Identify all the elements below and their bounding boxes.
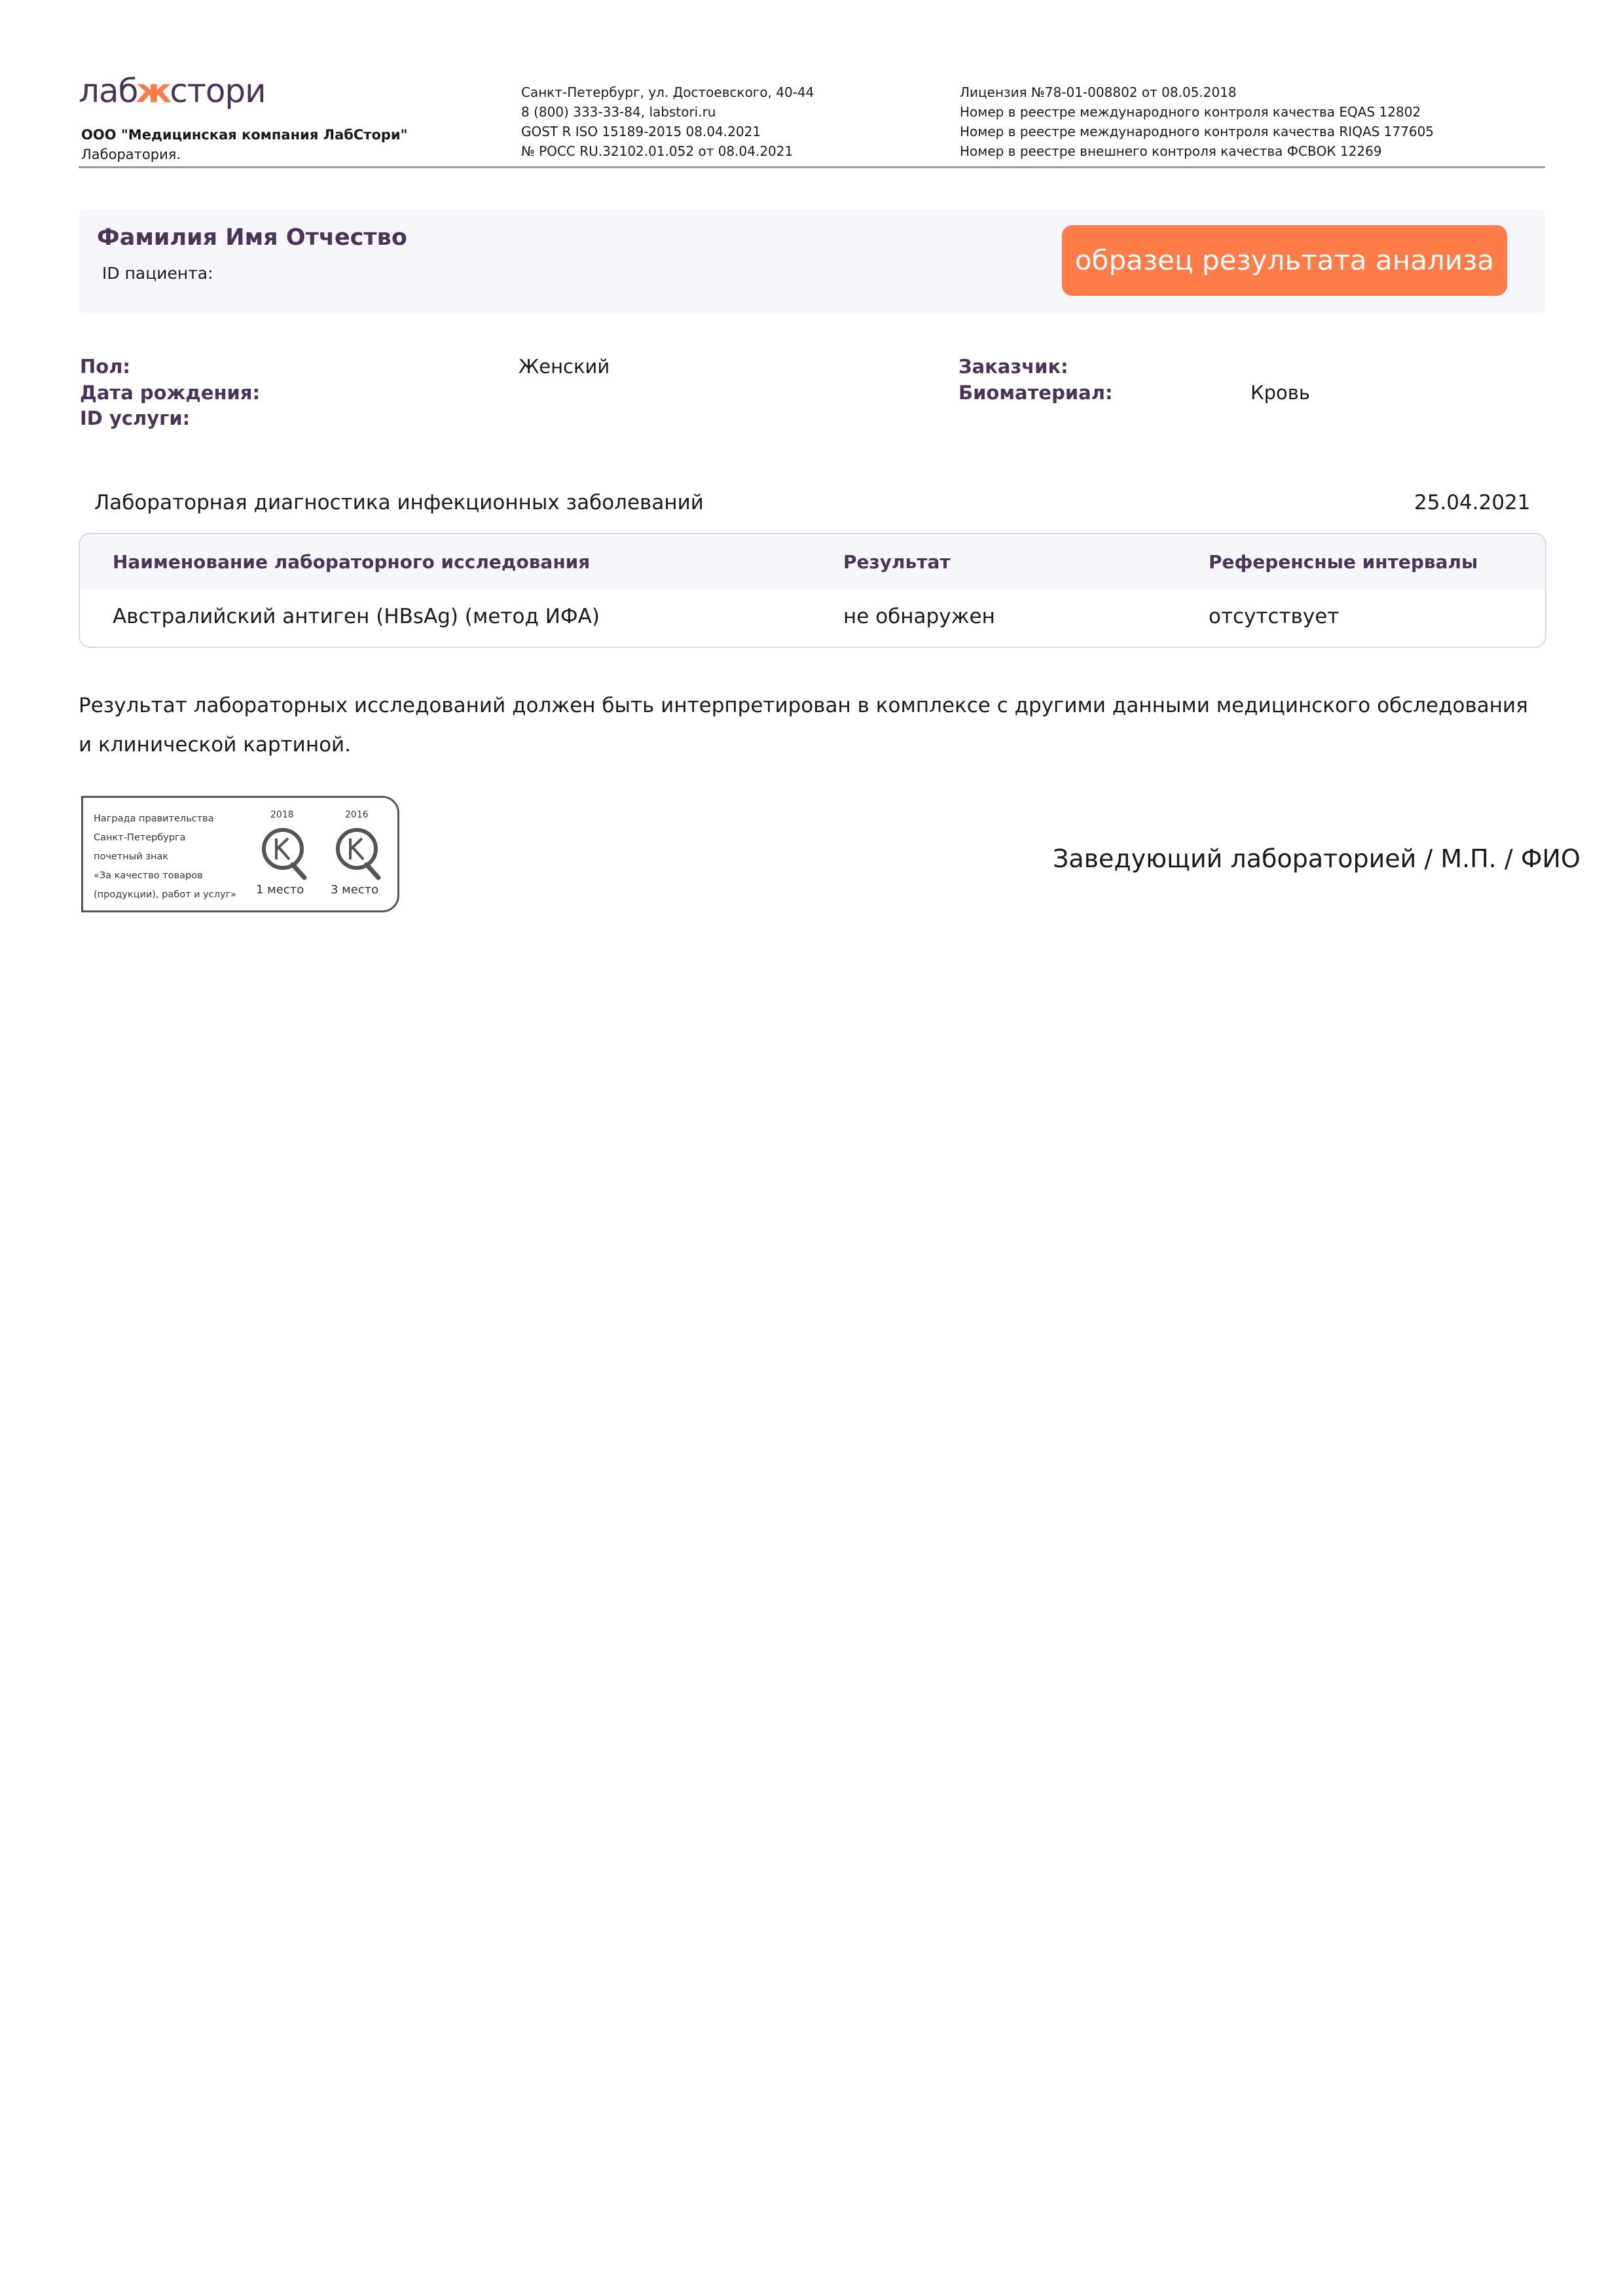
cell-result: не обнаружен: [843, 605, 995, 628]
sex-value: Женский: [519, 355, 610, 378]
quality-mark-icon: [259, 825, 310, 880]
award-place-2: 3 место: [331, 883, 379, 897]
dob-label: Дата рождения:: [80, 382, 261, 404]
interpretation-note: Результат лабораторных исследований должен быть интерпретирован в комплексе с другими данными медицинского обследования и клинической картиной.: [79, 694, 1528, 757]
cell-reference: отсутствует: [1209, 605, 1340, 628]
license-line: Лицензия №78-01-008802 от 08.05.2018: [960, 84, 1237, 100]
phone-line: 8 (800) 333-33-84, labstori.ru: [521, 104, 716, 120]
address-line: Санкт-Петербург, ул. Достоевского, 40-44: [521, 84, 814, 100]
sex-label: Пол:: [80, 355, 131, 378]
award-year-1: 2018: [270, 810, 294, 820]
award-line: Награда правительства: [94, 814, 214, 824]
cell-test-name: Австралийский антиген (HBsAg) (метод ИФА): [113, 605, 600, 628]
company-name: ООО "Медицинская компания ЛабСтори": [81, 127, 408, 143]
iso-line: GOST R ISO 15189-2015 08.04.2021: [521, 124, 761, 139]
award-line: почетный знак: [94, 852, 169, 862]
certificate-line: № РОСС RU.32102.01.052 от 08.04.2021: [521, 143, 793, 159]
header-divider: [79, 166, 1545, 168]
signature-line: Заведующий лабораторией / М.П. / ФИО: [1053, 844, 1580, 873]
quality-mark-icon: [333, 825, 384, 880]
service-id-label: ID услуги:: [80, 407, 191, 429]
results-table: [79, 533, 1546, 648]
award-line: (продукции), работ и услуг»: [94, 889, 237, 900]
sample-result-badge: образец результата анализа: [1062, 225, 1507, 296]
fsvok-line: Номер в реестре внешнего контроля качества ФСВОК 12269: [960, 143, 1382, 159]
quality-award-stamp: [81, 796, 399, 912]
customer-label: Заказчик:: [958, 355, 1068, 378]
riqas-line: Номер в реестре международного контроля качества RIQAS 177605: [960, 124, 1434, 139]
company-subtitle: Лаборатория.: [81, 147, 181, 162]
patient-id-label: ID пациента:: [102, 264, 213, 283]
patient-name: Фамилия Имя Отчество: [97, 224, 407, 251]
logo-text-right: стори: [170, 72, 266, 110]
column-header-result: Результат: [843, 551, 951, 573]
award-year-2: 2016: [345, 810, 369, 820]
company-logo: [79, 72, 266, 110]
award-line: Санкт-Петербурга: [94, 833, 186, 843]
section-title: Лабораторная диагностика инфекционных заболеваний: [94, 491, 704, 514]
award-line: «За качество товаров: [94, 870, 203, 881]
column-header-test-name: Наименование лабораторного исследования: [113, 551, 591, 573]
eqas-line: Номер в реестре международного контроля качества EQAS 12802: [960, 104, 1421, 120]
biomaterial-value: Кровь: [1250, 382, 1310, 404]
column-header-reference: Референсные интервалы: [1209, 551, 1478, 573]
contacts-block: [521, 82, 814, 161]
biomaterial-label: Биоматериал:: [958, 382, 1113, 404]
logo-text-left: лаб: [79, 72, 138, 110]
award-description: [94, 810, 236, 905]
logo-butterfly: ж: [136, 72, 172, 110]
section-date: 25.04.2021: [1414, 491, 1531, 514]
licenses-block: [960, 82, 1434, 161]
award-place-1: 1 место: [256, 883, 304, 897]
